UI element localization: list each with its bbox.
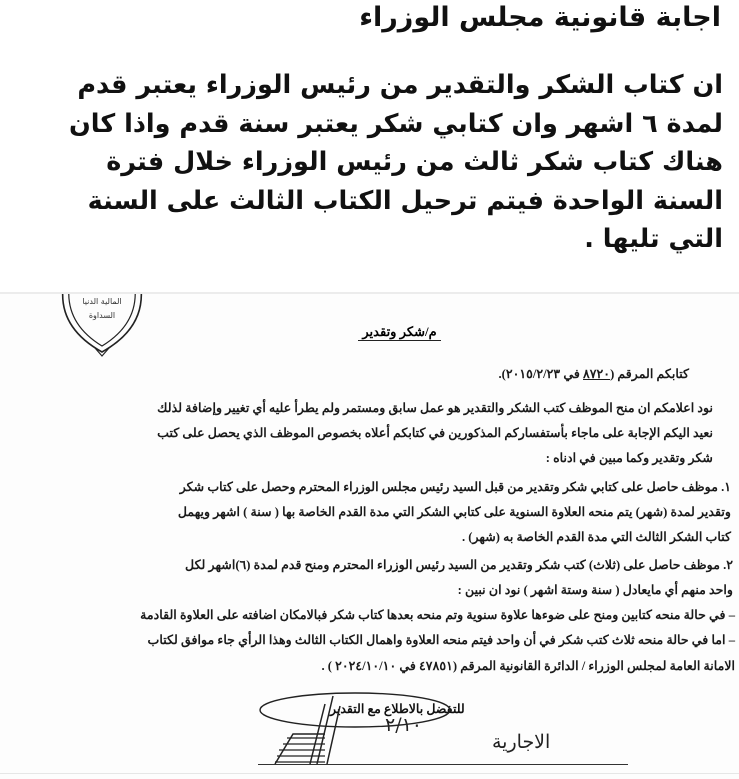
summary-line: لمدة ٦ اشهر وان كتابي شكر يعتبر سنة قدم واذا كان [69, 108, 723, 139]
closing-text: للتفضل بالاطلاع مع التقدير [330, 702, 465, 716]
body-line: ١. موظف حاصل على كتابي شكر وتقدير من قبل السيد رئيس مجلس الوزراء المحترم وحصل على كتاب شكر [179, 480, 731, 494]
body-line: – اما في حالة منحه ثلاث كتب شكر في أن واحد فيتم منحه العلاوة واهمال الكتاب الثالث وهذا الرأي جاء موافق لكتاب [147, 633, 735, 647]
bottom-border [0, 773, 739, 774]
seal-text: المالية الدنيا [82, 297, 122, 306]
body-line: شكر وتقدير وكما مبين في ادناه : [545, 451, 713, 465]
reference-prefix: كتابكم المرقم ( [610, 367, 689, 381]
summary-line: التي تليها . [584, 224, 723, 254]
body-line: الامانة العامة لمجلس الوزراء / الدائرة القانونية المرقم (٤٧٨٥١ في ٢٠٢٤/١٠/١٠ ) . [321, 659, 735, 673]
scanned-letter [0, 294, 739, 779]
body-line: ٢. موظف حاصل على (ثلاث) كتب شكر وتقدير من السيد رئيس الوزراء المحترم ومنح قدم لمدة (٦)اشهر لكل [185, 558, 733, 572]
summary-line: ان كتاب الشكر والتقدير من رئيس الوزراء يعتبر قدم [77, 70, 723, 100]
summary-paragraph [11, 66, 723, 259]
letter-subject [0, 324, 739, 340]
body-line: كتاب الشكر الثالث التي مدة القدم الخاصة به (شهر) . [461, 530, 731, 544]
reference-number: ٨٧٢٠ [583, 367, 611, 381]
signature-line [258, 764, 628, 765]
page-title: اجابة قانونية مجلس الوزراء [359, 2, 721, 33]
reference-suffix: في ٢٠١٥/٢/٢٣). [498, 367, 583, 381]
body-line: وتقدير لمدة (شهر) يتم منحه العلاوة السنوية على كتابي الشكر التي مدة القدم الخاصة بها ( سنة ) اشهر ويهمل [177, 505, 731, 519]
reference-line [498, 366, 689, 382]
body-line: – في حالة منحه كتابين ومنح على ضوءها علاوة سنوية وتم منحه بعدها كتاب شكر فبالامكان اضافته على العلاوة القادمة [140, 608, 735, 622]
summary-section [0, 0, 739, 292]
summary-line: السنة الواحدة فيتم ترحيل الكتاب الثالث على السنة [87, 185, 723, 216]
summary-line: هناك كتاب شكر ثالث من رئيس الوزراء خلال فترة [106, 147, 723, 177]
body-line: نود اعلامكم ان منح الموظف كتب الشكر والتقدير هو عمل سابق ومستمر ولم يطرأ عليه أي تغيير وإضافة لذلك [157, 401, 713, 415]
subject-text: م/شكر وتقدير [358, 324, 440, 341]
body-line: نعيد اليكم الإجابة على ماجاء بأستفساركم المذكورين في كتابكم أعلاه بخصوص الموظف الذي يحصل على كتب [157, 426, 713, 440]
handwritten-date: ٢/١٠ [385, 714, 423, 736]
seal-text: السداوة [88, 311, 116, 320]
body-line: واحد منهم أي مايعادل ( سنة وستة اشهر ) نود ان نبين : [457, 583, 733, 597]
handwritten-note: الاجارية [492, 731, 551, 753]
signature-mark [255, 686, 455, 768]
